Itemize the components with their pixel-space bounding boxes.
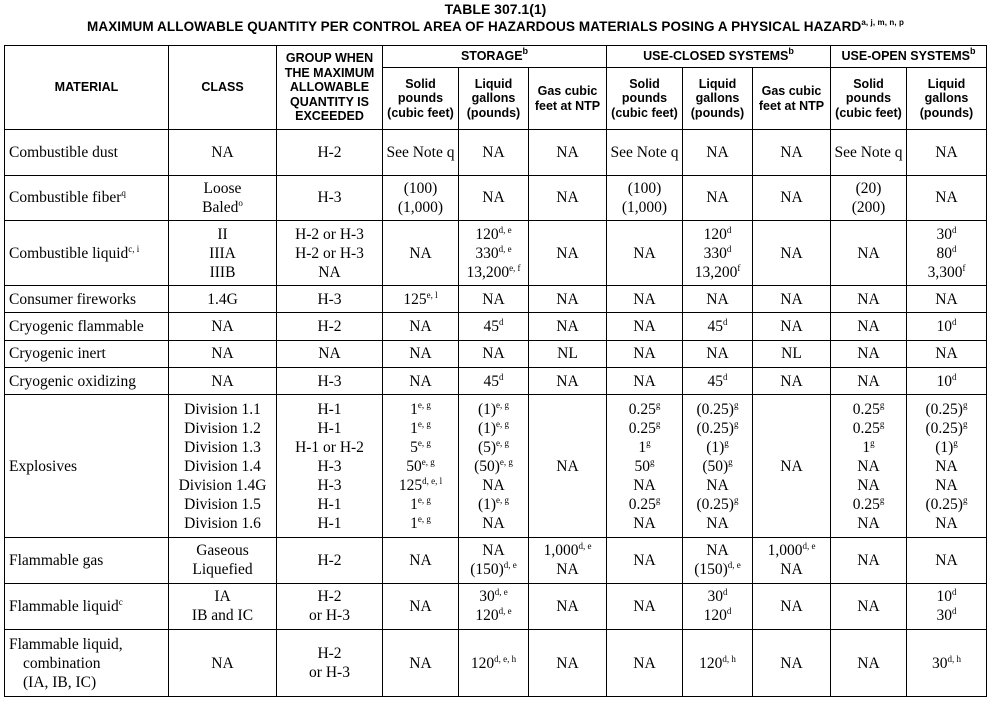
open-solid-cell: NA <box>831 367 907 394</box>
group-cell: H-2 <box>277 537 383 583</box>
group-cell: H-3 <box>277 367 383 394</box>
open-solid-cell: NA <box>831 285 907 312</box>
table-title <box>0 0 991 35</box>
storage-gas-cell: NA <box>529 285 607 312</box>
storage-solid-cell: 1$^{e, g}$ 1$^{e, g}$ 5$^{e, g}$ 50$^{e, g}$ 125$^{d, e, l}$ 1$^{e, g}$ 1$^{e, g}$ <box>383 395 459 538</box>
storage-liquid-cell: NA $(150)^{d, e}$ <box>459 537 529 583</box>
open-liquid-cell: 10$^d$ <box>907 367 987 394</box>
header-use-closed: USE-CLOSED SYSTEMS$^b$ <box>607 46 831 68</box>
open-solid-cell: 0.25$^g$ 0.25$^g$ 1$^g$ NA NA 0.25$^g$ NA <box>831 395 907 538</box>
header-closed-gas: Gas cubic feet at NTP <box>753 68 831 130</box>
material-cell: Cryogenic oxidizing <box>5 367 169 394</box>
closed-liquid-cell: 30$^d$ 120$^d$ <box>683 583 753 630</box>
storage-solid-cell: NA <box>383 583 459 630</box>
closed-liquid-cell: $(0.25)^g$ $(0.25)^g$ $(1)^g$ $(50)^g$ NA $(0.25)^g$ NA <box>683 395 753 538</box>
storage-liquid-cell: 30$^{d, e}$ 120$^{d, e}$ <box>459 583 529 630</box>
heading-text: MAXIMUM ALLOWABLE QUANTITY PER CONTROL AREA OF HAZARDOUS MATERIALS POSING A PHYSICAL HAZARD <box>87 19 862 34</box>
class-cell: NA <box>169 367 277 394</box>
storage-solid-cell: See Note q <box>383 130 459 176</box>
closed-liquid-cell: NA <box>683 130 753 176</box>
table-row <box>5 367 987 394</box>
open-solid-cell: (20) (200) <box>831 175 907 221</box>
material-cell: Explosives <box>5 395 169 538</box>
storage-solid-cell: NA <box>383 537 459 583</box>
table-row <box>5 395 987 538</box>
open-liquid-cell: NA <box>907 130 987 176</box>
closed-gas-cell: NA <box>753 175 831 221</box>
table-row <box>5 630 987 697</box>
closed-solid-cell: NA <box>607 285 683 312</box>
table-row <box>5 583 987 630</box>
table-row <box>5 130 987 176</box>
header-storage: STORAGE$^b$ <box>383 46 607 68</box>
storage-liquid-cell: 45$^d$ <box>459 367 529 394</box>
storage-liquid-cell: NA <box>459 130 529 176</box>
open-liquid-cell: 10$^d$ <box>907 313 987 340</box>
material-cell: Cryogenic flammable <box>5 313 169 340</box>
header-storage-liquid: Liquid gallons (pounds) <box>459 68 529 130</box>
storage-liquid-cell: 120$^{d, e}$ 330$^{d, e}$ 13,200$^{e, f}$ <box>459 221 529 286</box>
storage-gas-cell: NA <box>529 221 607 286</box>
class-cell: Division 1.1 Division 1.2 Division 1.3 Division 1.4 Division 1.4G Division 1.5 Division 1.6 <box>169 395 277 538</box>
group-cell: H-3 <box>277 175 383 221</box>
open-liquid-cell: NA <box>907 340 987 367</box>
closed-liquid-cell: NA $(150)^{d, e}$ <box>683 537 753 583</box>
table-number: TABLE 307.1(1) <box>444 1 547 17</box>
closed-solid-cell: 0.25$^g$ 0.25$^g$ 1$^g$ 50$^g$ NA 0.25$^g$ NA <box>607 395 683 538</box>
group-cell: NA <box>277 340 383 367</box>
closed-liquid-cell: 120$^d$ 330$^d$ 13,200$^f$ <box>683 221 753 286</box>
closed-gas-cell: NL <box>753 340 831 367</box>
header-group: GROUP WHEN THE MAXIMUM ALLOWABLE QUANTITY IS EXCEEDED <box>277 46 383 130</box>
closed-gas-cell: NA <box>753 285 831 312</box>
open-liquid-cell: NA <box>907 285 987 312</box>
closed-liquid-cell: 45$^d$ <box>683 313 753 340</box>
header-open-solid: Solid pounds (cubic feet) <box>831 68 907 130</box>
closed-solid-cell: NA <box>607 537 683 583</box>
header-use-open: USE-OPEN SYSTEMS$^b$ <box>831 46 987 68</box>
storage-liquid-cell: 120$^{d, e, h}$ <box>459 630 529 697</box>
group-cell: H-2 or H-3 <box>277 583 383 630</box>
open-solid-cell: NA <box>831 313 907 340</box>
group-cell: H-2 <box>277 313 383 340</box>
closed-gas-cell: NA <box>753 395 831 538</box>
group-cell: H-3 <box>277 285 383 312</box>
header-class: CLASS <box>169 46 277 130</box>
class-cell: IA IB and IC <box>169 583 277 630</box>
closed-solid-cell: (100) (1,000) <box>607 175 683 221</box>
table-row <box>5 313 987 340</box>
closed-gas-cell: NA <box>753 630 831 697</box>
storage-gas-cell: NA <box>529 395 607 538</box>
storage-solid-cell: 125$^{e, l}$ <box>383 285 459 312</box>
storage-gas-cell: NA <box>529 583 607 630</box>
storage-liquid-cell: NA <box>459 340 529 367</box>
storage-gas-cell: NA <box>529 130 607 176</box>
storage-solid-cell: NA <box>383 313 459 340</box>
group-cell: H-2 or H-3 <box>277 630 383 697</box>
open-solid-cell: NA <box>831 340 907 367</box>
closed-solid-cell: NA <box>607 367 683 394</box>
storage-gas-cell: NA <box>529 367 607 394</box>
material-cell: Flammable liquid$^c$ <box>5 583 169 630</box>
group-cell: H-2 <box>277 130 383 176</box>
open-liquid-cell: $(0.25)^g$ $(0.25)^g$ $(1)^g$ NA NA $(0.25)^g$ NA <box>907 395 987 538</box>
closed-gas-cell: NA <box>753 583 831 630</box>
storage-gas-cell: NL <box>529 340 607 367</box>
closed-liquid-cell: NA <box>683 175 753 221</box>
open-liquid-cell: 30$^d$ 80$^d$ 3,300$^f$ <box>907 221 987 286</box>
table-row <box>5 175 987 221</box>
heading-notes: a, j, m, n, p <box>861 18 904 27</box>
material-cell: Flammable gas <box>5 537 169 583</box>
table-row <box>5 537 987 583</box>
closed-liquid-cell: NA <box>683 340 753 367</box>
storage-solid-cell: NA <box>383 367 459 394</box>
class-cell: NA <box>169 313 277 340</box>
storage-solid-cell: NA <box>383 340 459 367</box>
open-solid-cell: NA <box>831 221 907 286</box>
open-solid-cell: NA <box>831 630 907 697</box>
storage-solid-cell: NA <box>383 630 459 697</box>
closed-solid-cell: NA <box>607 340 683 367</box>
storage-liquid-cell: $(1)^{e, g}$ $(1)^{e, g}$ $(5)^{e, g}$ $(50)^{e, g}$ NA $(1)^{e, g}$ NA <box>459 395 529 538</box>
header-material: MATERIAL <box>5 46 169 130</box>
table-heading <box>0 18 991 35</box>
closed-solid-cell: NA <box>607 583 683 630</box>
table-row <box>5 221 987 286</box>
open-liquid-cell: 10$^d$ 30$^d$ <box>907 583 987 630</box>
closed-gas-cell: 1,000$^{d, e}$ NA <box>753 537 831 583</box>
class-cell: 1.4G <box>169 285 277 312</box>
closed-gas-cell: NA <box>753 313 831 340</box>
material-cell: Combustible fiber$^q$ <box>5 175 169 221</box>
header-storage-solid: Solid pounds (cubic feet) <box>383 68 459 130</box>
open-solid-cell: NA <box>831 583 907 630</box>
open-solid-cell: See Note q <box>831 130 907 176</box>
storage-solid-cell: (100) (1,000) <box>383 175 459 221</box>
header-storage-gas: Gas cubic feet at NTP <box>529 68 607 130</box>
storage-liquid-cell: NA <box>459 285 529 312</box>
class-cell: II IIIA IIIB <box>169 221 277 286</box>
closed-solid-cell: See Note q <box>607 130 683 176</box>
open-liquid-cell: NA <box>907 175 987 221</box>
closed-gas-cell: NA <box>753 130 831 176</box>
header-closed-liquid: Liquid gallons (pounds) <box>683 68 753 130</box>
open-liquid-cell: 30$^{d, h}$ <box>907 630 987 697</box>
storage-gas-cell: 1,000$^{d, e}$ NA <box>529 537 607 583</box>
storage-liquid-cell: NA <box>459 175 529 221</box>
material-cell: Combustible dust <box>5 130 169 176</box>
closed-gas-cell: NA <box>753 221 831 286</box>
class-cell: NA <box>169 340 277 367</box>
class-cell: Gaseous Liquefied <box>169 537 277 583</box>
group-cell: H-1 H-1 H-1 or H-2 H-3 H-3 H-1 H-1 <box>277 395 383 538</box>
mac-table <box>4 45 987 697</box>
closed-liquid-cell: 45$^d$ <box>683 367 753 394</box>
table-row <box>5 285 987 312</box>
class-cell: Loose Baled$^o$ <box>169 175 277 221</box>
table-row <box>5 340 987 367</box>
material-cell: Consumer fireworks <box>5 285 169 312</box>
material-cell: Flammable liquid, combination (IA, IB, IC) <box>5 630 169 697</box>
storage-gas-cell: NA <box>529 630 607 697</box>
material-cell: Combustible liquid$^{c, i}$ <box>5 221 169 286</box>
class-cell: NA <box>169 130 277 176</box>
header-open-liquid: Liquid gallons (pounds) <box>907 68 987 130</box>
closed-solid-cell: NA <box>607 313 683 340</box>
storage-solid-cell: NA <box>383 221 459 286</box>
material-cell: Cryogenic inert <box>5 340 169 367</box>
closed-gas-cell: NA <box>753 367 831 394</box>
closed-solid-cell: NA <box>607 221 683 286</box>
storage-liquid-cell: 45$^d$ <box>459 313 529 340</box>
class-cell: NA <box>169 630 277 697</box>
group-cell: H-2 or H-3 H-2 or H-3 NA <box>277 221 383 286</box>
header-closed-solid: Solid pounds (cubic feet) <box>607 68 683 130</box>
closed-solid-cell: NA <box>607 630 683 697</box>
open-liquid-cell: NA <box>907 537 987 583</box>
storage-gas-cell: NA <box>529 313 607 340</box>
storage-gas-cell: NA <box>529 175 607 221</box>
closed-liquid-cell: 120$^{d, h}$ <box>683 630 753 697</box>
closed-liquid-cell: NA <box>683 285 753 312</box>
open-solid-cell: NA <box>831 537 907 583</box>
